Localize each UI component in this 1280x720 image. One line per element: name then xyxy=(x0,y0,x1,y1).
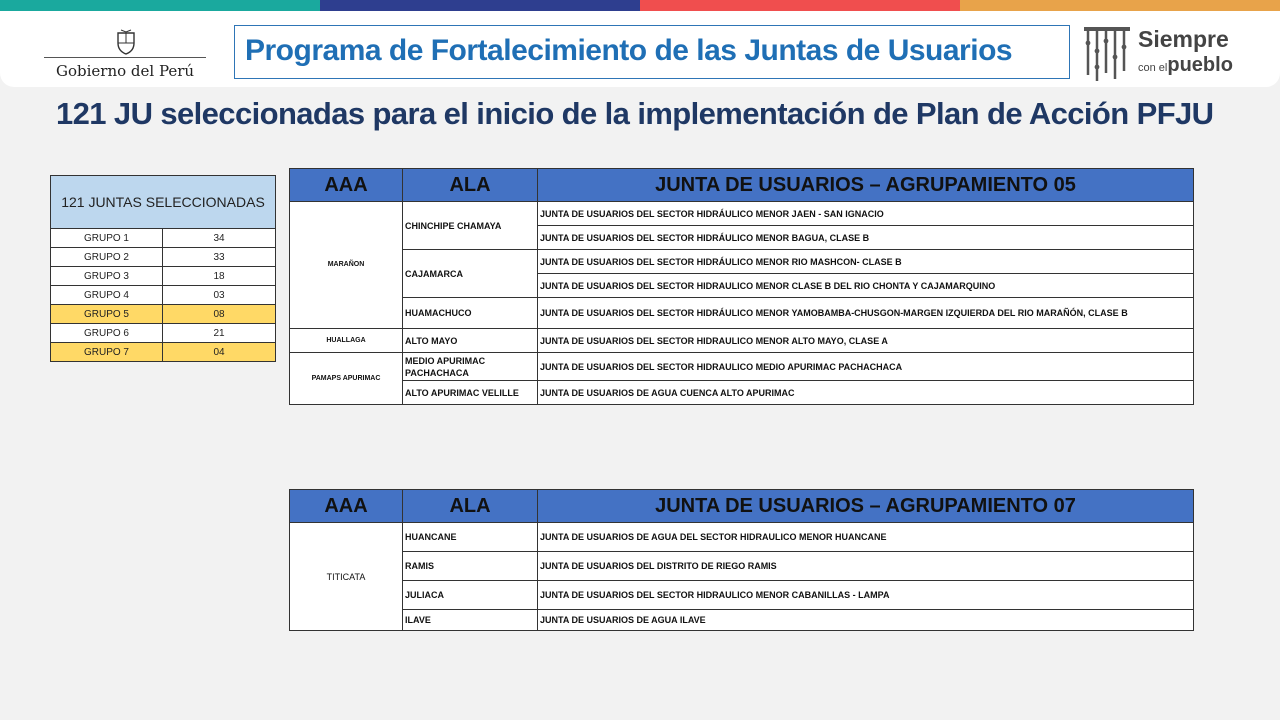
ala-cell: ALTO MAYO xyxy=(403,329,538,353)
ju-cell: JUNTA DE USUARIOS DEL SECTOR HIDRÁULICO MENOR RIO MASHCON- CLASE B xyxy=(538,250,1194,274)
table-header-row xyxy=(290,169,1194,202)
ala-cell: CHINCHIPE CHAMAYA xyxy=(403,202,538,250)
ju-cell: JUNTA DE USUARIOS DE AGUA ILAVE xyxy=(538,610,1194,631)
ala-cell: CAJAMARCA xyxy=(403,250,538,298)
agrupamiento-07-table xyxy=(289,489,1194,631)
group-count: 03 xyxy=(163,286,276,305)
slide-title: 121 JU seleccionadas para el inicio de la implementación de Plan de Acción PFJU xyxy=(56,96,1214,131)
table-row xyxy=(290,298,1194,329)
ju-cell: JUNTA DE USUARIOS DE AGUA CUENCA ALTO APURIMAC xyxy=(538,381,1194,405)
table-row xyxy=(290,381,1194,405)
gov-logo-text: Gobierno del Perú xyxy=(56,62,195,80)
group-name: GRUPO 7 xyxy=(51,343,163,362)
coat-of-arms-icon xyxy=(114,29,138,55)
table-row xyxy=(290,552,1194,581)
summary-row xyxy=(51,248,276,267)
aaa-cell: TITICATA xyxy=(290,523,403,631)
summary-row-highlighted xyxy=(51,343,276,362)
group-name: GRUPO 2 xyxy=(51,248,163,267)
siempre-con-el-pueblo-logo xyxy=(1082,23,1262,85)
ju-cell: JUNTA DE USUARIOS DEL SECTOR HIDRAULICO MEDIO APURIMAC PACHACHACA xyxy=(538,353,1194,381)
ju-cell: JUNTA DE USUARIOS DEL SECTOR HIDRÁULICO MENOR JAEN - SAN IGNACIO xyxy=(538,202,1194,226)
summary-table xyxy=(50,175,276,362)
logo-divider xyxy=(44,57,206,58)
brand-line1: Siempre xyxy=(1138,26,1229,52)
table-header-row xyxy=(290,490,1194,523)
col-ju-header: JUNTA DE USUARIOS – AGRUPAMIENTO 05 xyxy=(538,169,1194,202)
program-title: Programa de Fortalecimiento de las Juntas de Usuarios xyxy=(245,34,1013,67)
table-row xyxy=(290,250,1194,274)
ju-cell: JUNTA DE USUARIOS DEL DISTRITO DE RIEGO RAMIS xyxy=(538,552,1194,581)
group-count: 18 xyxy=(163,267,276,286)
col-aaa-header: AAA xyxy=(290,169,403,202)
col-aaa-header: AAA xyxy=(290,490,403,523)
table-row xyxy=(290,610,1194,631)
brand-line2 xyxy=(1138,54,1233,77)
group-count: 21 xyxy=(163,324,276,343)
ju-cell: JUNTA DE USUARIOS DE AGUA DEL SECTOR HIDRAULICO MENOR HUANCANE xyxy=(538,523,1194,552)
header xyxy=(0,11,1280,87)
quipu-icon xyxy=(1082,23,1132,85)
group-count: 04 xyxy=(163,343,276,362)
ala-cell: RAMIS xyxy=(403,552,538,581)
group-name: GRUPO 4 xyxy=(51,286,163,305)
ju-cell: JUNTA DE USUARIOS DEL SECTOR HIDRAULICO MENOR CABANILLAS - LAMPA xyxy=(538,581,1194,610)
bar-segment-navy xyxy=(320,0,640,11)
ju-cell: JUNTA DE USUARIOS DEL SECTOR HIDRÁULICO MENOR BAGUA, CLASE B xyxy=(538,226,1194,250)
ala-cell: HUANCANE xyxy=(403,523,538,552)
table-row xyxy=(290,202,1194,226)
bar-segment-orange xyxy=(960,0,1280,11)
group-name: GRUPO 6 xyxy=(51,324,163,343)
ju-cell: JUNTA DE USUARIOS DEL SECTOR HIDRÁULICO MENOR YAMOBAMBA-CHUSGON-MARGEN IZQUIERDA DEL RIO MARAÑÓN, CLASE B xyxy=(538,298,1194,329)
ala-cell: HUAMACHUCO xyxy=(403,298,538,329)
gobierno-peru-logo xyxy=(44,29,206,85)
summary-row xyxy=(51,324,276,343)
brand-line2-small: con el xyxy=(1138,62,1168,74)
col-ala-header: ALA xyxy=(403,490,538,523)
ala-cell: JULIACA xyxy=(403,581,538,610)
ala-cell: ALTO APURIMAC VELILLE xyxy=(403,381,538,405)
top-color-bar xyxy=(0,0,1280,11)
group-name: GRUPO 5 xyxy=(51,305,163,324)
col-ala-header: ALA xyxy=(403,169,538,202)
group-name: GRUPO 1 xyxy=(51,229,163,248)
summary-header: 121 JUNTAS SELECCIONADAS xyxy=(51,176,276,229)
ala-cell: MEDIO APURIMAC PACHACHACA xyxy=(403,353,538,381)
summary-row xyxy=(51,286,276,305)
table-row xyxy=(290,581,1194,610)
summary-row xyxy=(51,267,276,286)
ju-cell: JUNTA DE USUARIOS DEL SECTOR HIDRAULICO MENOR CLASE B DEL RIO CHONTA Y CAJAMARQUINO xyxy=(538,274,1194,298)
ju-cell: JUNTA DE USUARIOS DEL SECTOR HIDRAULICO MENOR ALTO MAYO, CLASE A xyxy=(538,329,1194,353)
group-count: 08 xyxy=(163,305,276,324)
program-title-box xyxy=(234,25,1070,79)
aaa-cell: HUALLAGA xyxy=(290,329,403,353)
summary-header-row xyxy=(51,176,276,229)
table-row xyxy=(290,523,1194,552)
ala-cell: ILAVE xyxy=(403,610,538,631)
aaa-cell: MARAÑON xyxy=(290,202,403,329)
summary-row-highlighted xyxy=(51,305,276,324)
group-name: GRUPO 3 xyxy=(51,267,163,286)
summary-row xyxy=(51,229,276,248)
brand-line2-main: pueblo xyxy=(1167,54,1233,76)
group-count: 33 xyxy=(163,248,276,267)
table-row xyxy=(290,353,1194,381)
col-ju-header: JUNTA DE USUARIOS – AGRUPAMIENTO 07 xyxy=(538,490,1194,523)
bar-segment-teal xyxy=(0,0,320,11)
group-count: 34 xyxy=(163,229,276,248)
aaa-cell: PAMAPS APURIMAC xyxy=(290,353,403,405)
table-row xyxy=(290,329,1194,353)
agrupamiento-05-table xyxy=(289,168,1194,405)
bar-segment-red xyxy=(640,0,960,11)
